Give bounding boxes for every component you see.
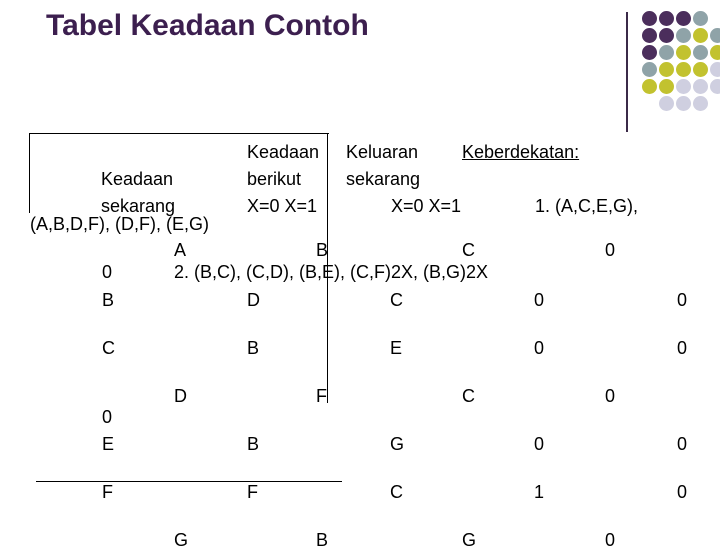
cell-d-output-x0: C <box>462 386 475 406</box>
dot-lavender <box>676 96 691 111</box>
table-row-divider <box>36 481 342 482</box>
cell-c-output-x0: 0 <box>534 338 545 358</box>
header-keadaan-berikut-x: X=0 X=1 <box>247 196 318 216</box>
dot-olive <box>693 62 708 77</box>
header-keadaan-sekarang-2: sekarang <box>101 196 176 216</box>
cell-e-output-x0: 0 <box>534 434 545 454</box>
dot-lavender <box>676 79 691 94</box>
cell-g-output-x0: G <box>462 530 477 550</box>
dot-teal <box>693 11 708 26</box>
table-left-border <box>29 133 30 213</box>
dot-olive <box>676 62 691 77</box>
cell-b-output-x1: 0 <box>677 290 688 310</box>
cell-c-next-x0: B <box>247 338 260 358</box>
cell-a-output-x0: C <box>462 240 475 260</box>
cell-e-output-x1: 0 <box>677 434 688 454</box>
dot-purple <box>642 45 657 60</box>
header-keluaran-sekarang-1: Keluaran <box>346 142 419 162</box>
cell-b-state: B <box>102 290 115 310</box>
cell-a-next-x1: B <box>316 240 329 260</box>
cell-row-b-zero: 0 <box>102 262 113 282</box>
dot-lavender <box>659 96 674 111</box>
dot-lavender <box>693 79 708 94</box>
cell-f-output-x0: 1 <box>534 482 545 502</box>
header-keadaan-berikut-1: Keadaan <box>247 142 320 162</box>
cell-g-next-x1: B <box>316 530 329 550</box>
header-keadaan-sekarang-1: Keadaan <box>101 169 174 189</box>
header-keberdekatan: Keberdekatan: <box>462 142 580 162</box>
adjacency-rule-1-continued: (A,B,D,F), (D,F), (E,G) <box>30 214 209 234</box>
dot-teal <box>693 45 708 60</box>
decorative-vertical-rule <box>626 12 628 132</box>
dot-purple <box>642 11 657 26</box>
cell-f-state: F <box>102 482 113 502</box>
cell-b-next-x0: D <box>247 290 260 310</box>
dot-olive <box>676 45 691 60</box>
cell-row-e-zero: 0 <box>102 407 113 427</box>
cell-d-output-x1: 0 <box>605 386 616 406</box>
cell-c-output-x1: 0 <box>677 338 688 358</box>
cell-e-next-x0: B <box>247 434 260 454</box>
adjacency-rule-1: 1. (A,C,E,G), <box>535 196 639 216</box>
dot-purple <box>659 11 674 26</box>
cell-e-state: E <box>102 434 115 454</box>
cell-f-next-x1: C <box>390 482 403 502</box>
dot-olive <box>710 45 720 60</box>
dot-purple <box>642 28 657 43</box>
dot-olive <box>659 62 674 77</box>
dot-lavender <box>693 96 708 111</box>
header-keadaan-berikut-2: berikut <box>247 169 302 189</box>
dot-lavender <box>710 79 720 94</box>
dot-teal <box>676 28 691 43</box>
dot-teal <box>659 45 674 60</box>
table-top-border <box>29 133 329 134</box>
cell-b-output-x0: 0 <box>534 290 545 310</box>
cell-d-next-x0: D <box>174 386 187 406</box>
dot-teal <box>642 62 657 77</box>
dot-olive <box>659 79 674 94</box>
dot-olive <box>642 79 657 94</box>
header-keluaran-sekarang-2: sekarang <box>346 169 421 189</box>
cell-g-next-x0: G <box>174 530 189 550</box>
dot-olive <box>693 28 708 43</box>
cell-a-next-x0: A <box>174 240 187 260</box>
cell-f-output-x1: 0 <box>677 482 688 502</box>
cell-c-next-x1: E <box>390 338 403 358</box>
cell-f-next-x0: F <box>247 482 258 502</box>
dot-purple <box>676 11 691 26</box>
cell-c-state: C <box>102 338 115 358</box>
cell-b-next-x1: C <box>390 290 403 310</box>
cell-e-next-x1: G <box>390 434 405 454</box>
cell-g-output-x1: 0 <box>605 530 616 550</box>
cell-a-output-x1: 0 <box>605 240 616 260</box>
adjacency-rule-2: 2. (B,C), (C,D), (B,E), (C,F)2X, (B,G)2X <box>174 262 489 282</box>
cell-d-next-x1: F <box>316 386 327 406</box>
slide-title: Tabel Keadaan Contoh <box>46 9 369 42</box>
dot-purple <box>659 28 674 43</box>
header-keluaran-sekarang-x: X=0 X=1 <box>391 196 462 216</box>
dot-teal <box>710 28 720 43</box>
dot-lavender <box>710 62 720 77</box>
